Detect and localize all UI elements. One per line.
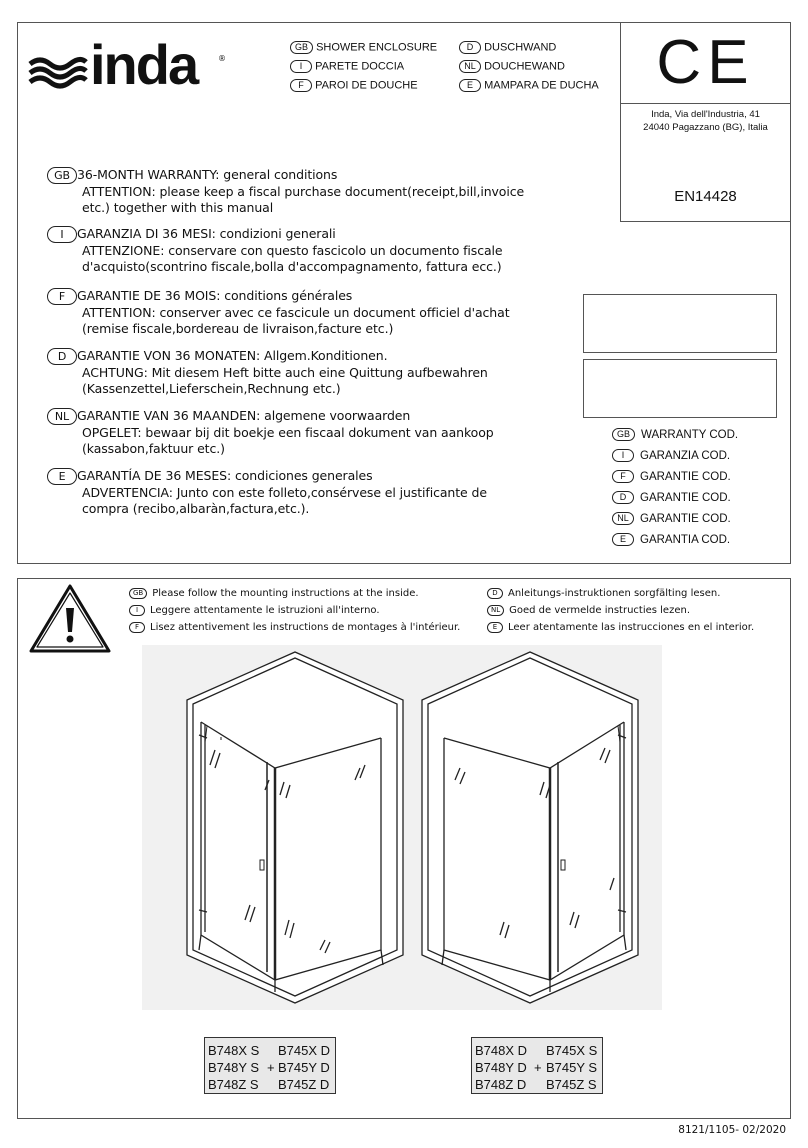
warranty-code-f: F GARANTIE COD.	[612, 466, 738, 487]
ce-mark: CE	[656, 28, 755, 97]
warranty-e: E GARANTÍA DE 36 MESES: condiciones generales ADVERTENCIA: Junto con este folleto,consérvese el justificante de compra (recibo,albaràn,factura,etc.).	[47, 468, 487, 516]
product-name-gb: GB SHOWER ENCLOSURE	[290, 41, 437, 54]
warranty-code-e: E GARANTIA COD.	[612, 529, 738, 550]
model-codes-left	[204, 1037, 336, 1094]
model-codes-right	[471, 1037, 603, 1094]
warranty-code-nl: NL GARANTIE COD.	[612, 508, 738, 529]
instructions-left	[129, 585, 460, 636]
product-name-nl: NL DOUCHEWAND	[459, 60, 565, 73]
stamp-box-1	[583, 294, 777, 353]
lang-badge: D	[47, 348, 77, 365]
company-address-1: Inda, Via dell'Industria, 41	[651, 109, 760, 120]
document-code: 8121/1105- 02/2020	[678, 1124, 786, 1136]
product-name-i: I PARETE DOCCIA	[290, 60, 404, 73]
warranty-f: F GARANTIE DE 36 MOIS: conditions générales ATTENTION: conserver avec ce fascicule un document officiel d'achat (remise fiscale,bordereau de livraison,facture etc.)	[47, 288, 510, 336]
lang-badge: NL	[459, 60, 481, 73]
product-name-f: F PAROI DE DOUCHE	[290, 79, 418, 92]
warranty-code-i: I GARANZIA COD.	[612, 445, 738, 466]
warranty-gb: GB 36-MONTH WARRANTY: general conditions ATTENTION: please keep a fiscal purchase document(receipt,bill,invoice etc.) together with this manual	[47, 167, 524, 215]
lang-badge: GB	[290, 41, 313, 54]
model-codes-right-col1: B748X D B748Y D B748Z D	[475, 1043, 528, 1092]
brand-name: inda	[90, 33, 198, 96]
instruction-d: D Anleitungs-instruktionen sorgfälting lesen.	[487, 585, 754, 602]
product-name-e: E MAMPARA DE DUCHA	[459, 79, 599, 92]
instructions-right	[487, 585, 754, 636]
instruction-e: E Leer atentamente las instrucciones en el interior.	[487, 619, 754, 636]
brand-logo	[28, 33, 228, 96]
lang-badge: E	[459, 79, 481, 92]
company-address-2: 24040 Pagazzano (BG), Italia	[643, 122, 768, 133]
model-codes-right-col2: B745X S B745Y S B745Z S	[546, 1043, 598, 1092]
shower-enclosure-right-illustration	[420, 650, 640, 1005]
warranty-codes-list	[612, 424, 738, 550]
lang-badge: I	[47, 226, 77, 243]
plus-sign: +	[267, 1060, 275, 1075]
instruction-gb: GB Please follow the mounting instructions at the inside.	[129, 585, 460, 602]
brand-registered: ®	[218, 54, 226, 63]
instruction-f: F Lisez attentivement les instructions de montages à l'intérieur.	[129, 619, 460, 636]
warranty-code-d: D GARANTIE COD.	[612, 487, 738, 508]
warranty-code-gb: GB WARRANTY COD.	[612, 424, 738, 445]
instruction-i: I Leggere attentamente le istruzioni all'interno.	[129, 602, 460, 619]
warning-icon	[28, 582, 112, 654]
model-codes-left-col2: B745X D B745Y D B745Z D	[278, 1043, 331, 1092]
warranty-nl: NL GARANTIE VAN 36 MAANDEN: algemene voorwaarden OPGELET: bewaar bij dit boekje een fiscaal dokument van aankoop (kassabon,faktuur etc.)	[47, 408, 494, 456]
model-codes-left-col1: B748X S B748Y S B748Z S	[208, 1043, 260, 1092]
lang-badge: NL	[47, 408, 77, 425]
stamp-box-2	[583, 359, 777, 418]
standard-code: EN14428	[674, 188, 737, 205]
lang-badge: D	[459, 41, 481, 54]
plus-sign: +	[534, 1060, 542, 1075]
lang-badge: GB	[47, 167, 77, 184]
lang-badge: I	[290, 60, 312, 73]
certification-divider	[620, 103, 791, 104]
lang-badge: F	[47, 288, 77, 305]
warranty-d: D GARANTIE VON 36 MONATEN: Allgem.Konditionen. ACHTUNG: Mit diesem Heft bitte auch eine Quittung aufbewahren (Kassenzettel,Lieferschein,Rechnung etc.)	[47, 348, 488, 396]
shower-enclosure-left-illustration	[185, 650, 405, 1005]
product-name-d: D DUSCHWAND	[459, 41, 556, 54]
waves-icon	[28, 52, 88, 92]
warranty-i: I GARANZIA DI 36 MESI: condizioni generali ATTENZIONE: conservare con questo fascicolo un documento fiscale d'acquisto(scontrino fiscale,bolla d'accompagnamento, fattura ecc.)	[47, 226, 503, 274]
instruction-nl: NL Goed de vermelde instructies lezen.	[487, 602, 754, 619]
lang-badge: F	[290, 79, 312, 92]
lang-badge: E	[47, 468, 77, 485]
